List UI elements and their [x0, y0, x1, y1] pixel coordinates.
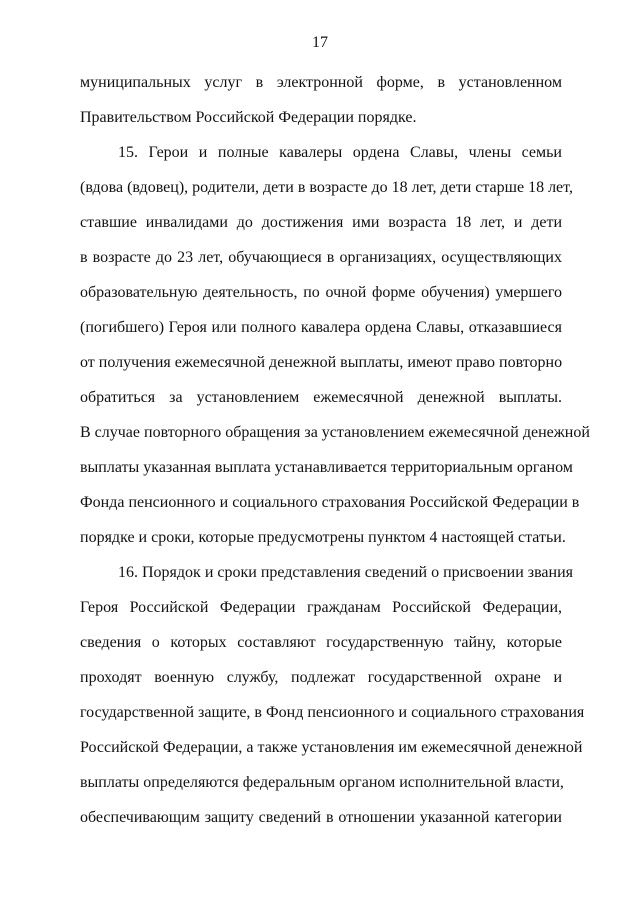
paragraph-15-first-line: 15. Герои и полные кавалеры ордена Славы, члены семьи	[118, 144, 562, 161]
text-line: (вдова (вдовец), родители, дети в возрасте до 18 лет, дети старше 18 лет,	[80, 179, 573, 196]
text-line: В случае повторного обращения за установлением ежемесячной денежной	[80, 424, 590, 441]
text-line: обеспечивающим защиту сведений в отношении указанной категории	[80, 809, 562, 826]
text-line: Фонда пенсионного и социального страхования Российской Федерации в	[80, 494, 580, 511]
page-number: 17	[312, 34, 328, 51]
text-line: муниципальных услуг в электронной форме, в установленном	[80, 74, 562, 91]
text-line: в возрасте до 23 лет, обучающиеся в организациях, осуществляющих	[80, 249, 562, 266]
text-line: Российской Федерации, а также установления им ежемесячной денежной	[80, 739, 583, 756]
text-line: выплаты определяются федеральным органом исполнительной власти,	[80, 774, 564, 791]
text-line: (погибшего) Героя или полного кавалера ордена Славы, отказавшиеся	[80, 319, 562, 336]
text-line: проходят военную службу, подлежат государственной охране и	[80, 669, 562, 686]
text-line: от получения ежемесячной денежной выплаты, имеют право повторно	[80, 354, 563, 371]
text-line: сведения о которых составляют государственную тайну, которые	[80, 634, 562, 651]
text-line: выплаты указанная выплата устанавливается территориальным органом	[80, 459, 573, 476]
paragraph-16-first-line: 16. Порядок и сроки представления сведений о присвоении звания	[118, 564, 574, 581]
text-line: порядке и сроки, которые предусмотрены пунктом 4 настоящей статьи.	[80, 529, 566, 546]
text-line: государственной защите, в Фонд пенсионного и социального страхования	[80, 704, 585, 721]
text-line: ставшие инвалидами до достижения ими возраста 18 лет, и дети	[80, 214, 562, 231]
text-line: образовательную деятельность, по очной форме обучения) умершего	[80, 284, 562, 301]
text-line: Правительством Российской Федерации порядке.	[80, 109, 417, 126]
text-line: Героя Российской Федерации гражданам Российской Федерации,	[80, 599, 562, 616]
text-line: обратиться за установлением ежемесячной денежной выплаты.	[80, 389, 562, 406]
